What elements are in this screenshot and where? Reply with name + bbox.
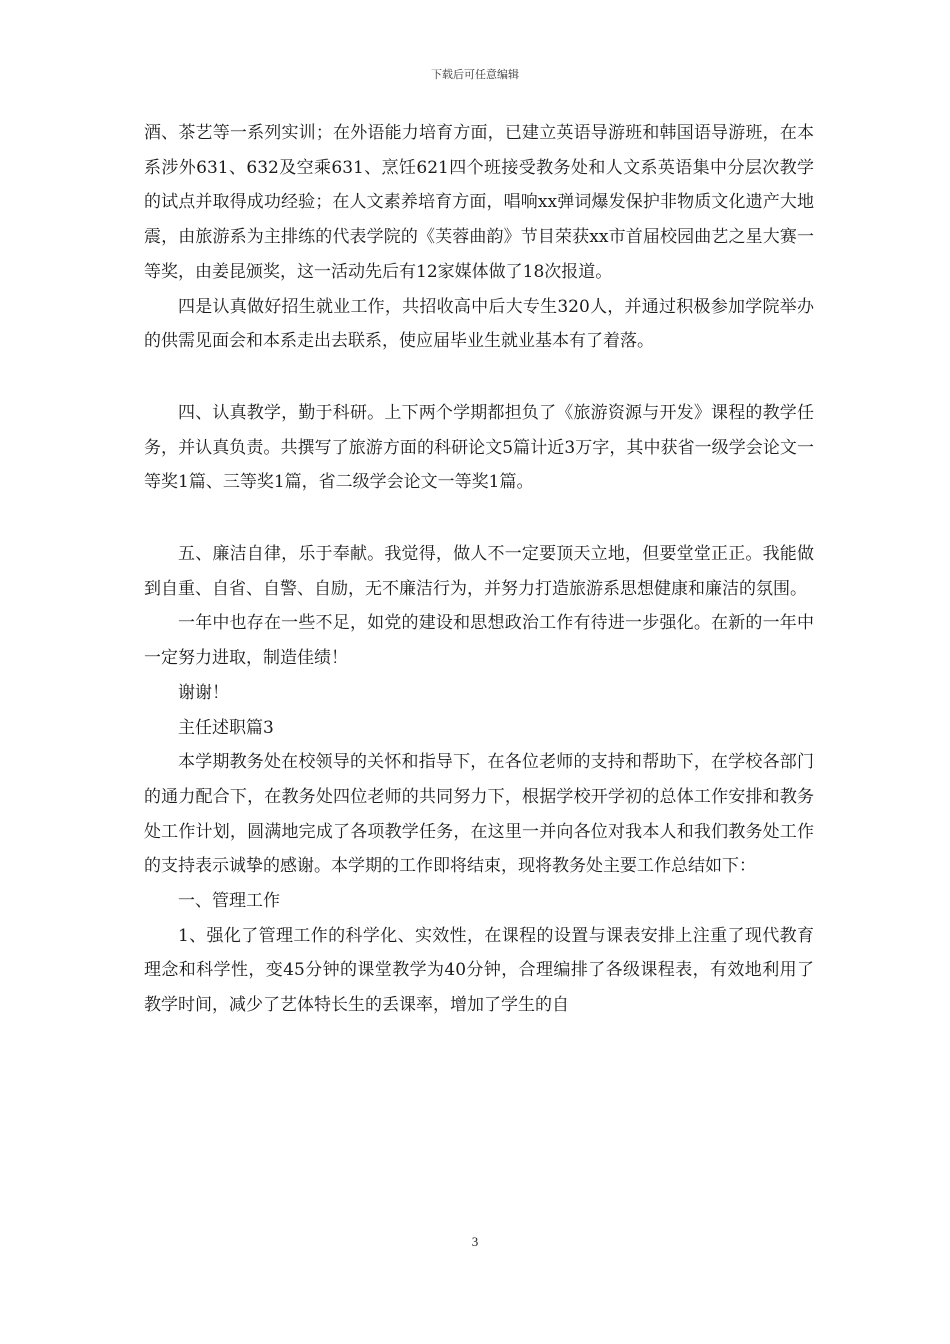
- paragraph-continued: 酒、茶艺等一系列实训；在外语能力培育方面，已建立英语导游班和韩国语导游班，在本系涉外631、632及空乘631、烹饪621四个班接受教务处和人文系英语集中分层次教学的试点并取得成功经验；在人文素养培育方面，唱响xx弹词爆发保护非物质文化遗产大地震，由旅游系为主排练的代表学院的《芙蓉曲韵》节目荣获xx市首届校园曲艺之星大赛一等奖，由姜昆颁奖，这一活动先后有12家媒体做了18次报道。: [144, 123, 814, 282]
- paragraph-integrity: 五、廉洁自律，乐于奉献。我觉得，做人不一定要顶天立地，但要堂堂正正。我能做到自重、自省、自警、自励，无不廉洁行为，并努力打造旅游系思想健康和廉洁的氛围。: [144, 544, 814, 599]
- page-number: 3: [471, 1234, 479, 1249]
- paragraph-gap: [144, 500, 814, 537]
- paragraph-teaching: 四、认真教学，勤于科研。上下两个学期都担负了《旅游资源与开发》课程的教学任务，并认真负责。共撰写了旅游方面的科研论文5篇计近3万字，其中获省一级学会论文一等奖1篇、三等奖1篇，省二级学会论文一等奖1篇。: [144, 402, 814, 493]
- page-header: 下载后可任意编辑: [431, 68, 519, 81]
- document-body: [144, 116, 814, 1023]
- paragraph-thanks: 谢谢！: [178, 682, 229, 703]
- paragraph-intro: 本学期教务处在校领导的关怀和指导下，在各位老师的支持和帮助下，在学校各部门的通力配合下，在教务处四位老师的共同努力下，根据学校开学初的总体工作安排和教务处工作计划，圆满地完成了各项教学任务，在这里一并向各位对我本人和我们教务处工作的支持表示诚挚的感谢。本学期的工作即将结束，现将教务处主要工作总结如下：: [144, 752, 814, 877]
- paragraph-shortcomings: 一年中也存在一些不足，如党的建设和思想政治工作有待进一步强化。在新的一年中一定努力进取，制造佳绩！: [144, 613, 814, 669]
- paragraph-management: 1、强化了管理工作的科学化、实效性，在课程的设置与课表安排上注重了现代教育理念和科学性，变45分钟的课堂教学为40分钟，合理编排了各级课程表，有效地利用了教学时间，减少了艺体特长生的丢课率，增加了学生的自: [144, 925, 814, 1016]
- subsection-heading: 一、管理工作: [178, 891, 280, 912]
- paragraph-gap: [144, 359, 814, 396]
- section-title: 主任述职篇3: [178, 717, 274, 738]
- paragraph-recruitment: 四是认真做好招生就业工作，共招收高中后大专生320人，并通过积极参加学院举办的供需见面会和本系走出去联系，使应届毕业生就业基本有了着落。: [144, 296, 814, 352]
